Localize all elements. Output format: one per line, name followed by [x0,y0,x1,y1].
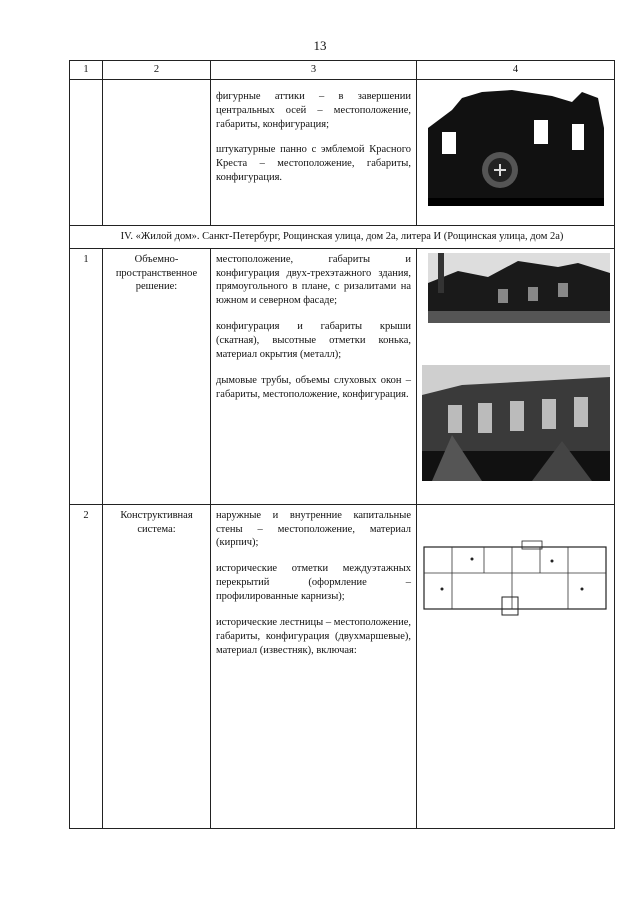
table-row [70,504,615,828]
section-heading-row [70,225,615,248]
row2-image-cell [417,504,615,828]
row0-text-cell [211,79,417,225]
header-col-2: 2 [103,61,211,80]
header-col-1: 1 [70,61,103,80]
row1-image-cell [417,248,615,504]
header-col-4: 4 [417,61,615,80]
table-row [70,248,615,504]
row2-paragraph: наружные и внутренние капитальные стены – местоположение, материал (кирпич); [216,509,411,549]
photo-house-facade [422,365,610,481]
row2-paragraph: исторические отметки междуэтажных перекрытий (оформление – профилированные карнизы); [216,563,411,603]
row1-paragraph: конфигурация и габариты крыши (скатная), высотные отметки конька, материал окрытия (металл); [216,321,411,360]
table-header-row [70,61,615,80]
row1-paragraph: дымовые трубы, объемы слуховых окон – габариты, местоположение, конфигурация. [216,374,411,400]
row1-num-cell: 1 [70,248,103,504]
row2-paragraph: исторические лестницы – местоположение, габариты, конфигурация (двухмаршевые), материал (известняк), включая: [216,616,411,656]
row0-paragraph: фигурные аттики – в завершении центральных осей – местоположение, габариты, конфигурация; [216,90,411,130]
table-row-continuation [70,79,615,225]
row0-image-cell [417,79,615,225]
row1-name-cell: Объемно-пространственное решение: [103,248,211,504]
photo-house-exterior [428,253,610,323]
row1-paragraph: местоположение, габариты и конфигурация двух-трехэтажного здания, прямоугольного в плане, с ризалитами на южном и северном фасаде; [216,253,411,307]
floor-plan-drawing [422,537,608,617]
row1-text-cell [211,248,417,504]
photo-facade-attic [422,88,608,208]
object-description-table [69,60,615,829]
row2-num-cell: 2 [70,504,103,828]
row0-num-cell [70,79,103,225]
row2-name-cell: Конструктивная система: [103,504,211,828]
row0-name-cell [103,79,211,225]
row0-paragraph: штукатурные панно с эмблемой Красного Креста – местоположение, габариты, конфигурация. [216,144,411,184]
page-number: 13 [313,38,327,53]
row2-text-cell [211,504,417,828]
section-title: IV. «Жилой дом». Санкт-Петербург, Рощинская улица, дом 2а, литера И (Рощинская улица, дом 2а) [70,225,615,248]
header-col-3: 3 [211,61,417,80]
